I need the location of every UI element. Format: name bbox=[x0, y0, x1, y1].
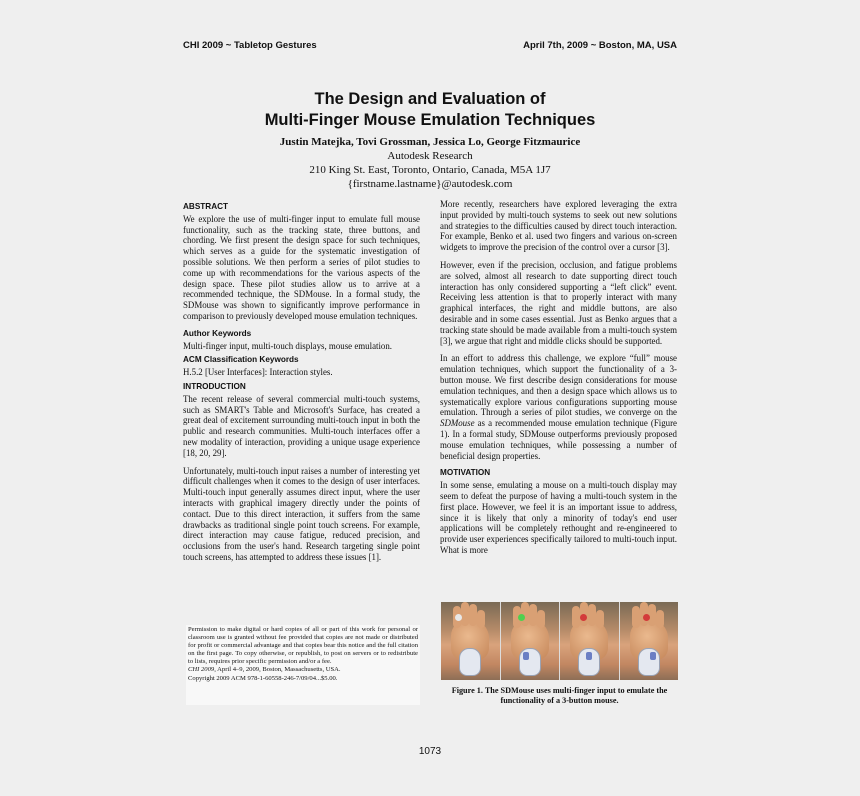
hand-finger bbox=[656, 610, 664, 628]
left-column bbox=[183, 199, 420, 570]
right-paragraph-1: More recently, researchers have explored leveraging the extra input provided by multi-touch systems to seek out new solutions and strategies to the difficulties caused by direct touch interaction. For example, Benko et al. used two fingers and various on-screen widgets to improve the precision of the control over a cursor [3]. bbox=[440, 199, 677, 253]
figure-panel-3 bbox=[560, 602, 619, 680]
mouse-icon bbox=[638, 648, 660, 676]
running-header-right: April 7th, 2009 ~ Boston, MA, USA bbox=[523, 40, 677, 51]
authors: Justin Matejka, Tovi Grossman, Jessica Lo, George Fitzmaurice bbox=[279, 136, 581, 148]
touch-point-indicator bbox=[455, 614, 462, 621]
touch-point-indicator bbox=[580, 614, 587, 621]
figure-1-image bbox=[441, 602, 678, 680]
hand-finger bbox=[469, 604, 477, 626]
touch-point-indicator bbox=[643, 614, 650, 621]
conference-name: CHI 2009 bbox=[188, 666, 215, 674]
running-header-left: CHI 2009 ~ Tabletop Gestures bbox=[183, 40, 317, 51]
introduction-paragraph-2: Unfortunately, multi-touch input raises a number of interesting yet difficult challenges when it comes to the design of user interfaces. Multi-touch input generally assumes direct input, where the user interacts with graphical imagery directly under the points of contact. Due to this direct interaction, it suffers from the same drawbacks as traditional single point touch screens. For example, direct interaction may cause fatigue, reduced precision, and occlusions from the user's hand. Research targeting single point touch screens, has attempted to address these issues [1]. bbox=[183, 465, 420, 562]
figure-panel-2 bbox=[501, 602, 560, 680]
affiliation: Autodesk Research bbox=[387, 150, 473, 162]
acm-heading: ACM Classification Keywords bbox=[183, 355, 299, 365]
right-paragraph-3 bbox=[440, 353, 677, 461]
address: 210 King St. East, Toronto, Ontario, Canada, M5A 1J7 bbox=[309, 164, 551, 176]
abstract-heading: ABSTRACT bbox=[183, 202, 229, 211]
mouse-button-highlight bbox=[523, 652, 529, 660]
keywords-heading: Author Keywords bbox=[183, 328, 252, 338]
mouse-button-highlight bbox=[586, 652, 592, 660]
hand-finger bbox=[537, 610, 545, 628]
permission-notice bbox=[186, 625, 420, 705]
figure-panel-1 bbox=[441, 602, 500, 680]
hand-finger bbox=[588, 604, 596, 626]
conference-details: , April 4–9, 2009, Boston, Massachusetts, USA. bbox=[214, 666, 341, 674]
hand-finger bbox=[572, 606, 580, 628]
touch-point-indicator bbox=[518, 614, 525, 621]
email: {firstname.lastname}@autodesk.com bbox=[347, 178, 513, 190]
p3-before: In an effort to address this challenge, we explore “full” mouse emulation techniques, which support the functionality of a 3-button mouse. We first describe design considerations for mouse emulation techniques, and then a design space which allows us to systematically explore various configurations supporting mouse emulation. Through a series of pilot studies, we converge on the bbox=[440, 353, 677, 418]
permission-text: Permission to make digital or hard copies of all or part of this work for personal or classroom use is granted without fee provided that copies are not made or distributed for profit or commercial advantage and that copies bear this notice and the full citation on the first page. To copy otherwise, or republish, to post on servers or to redistribute to lists, requires prior specific permission and/or a fee. bbox=[188, 626, 418, 666]
hand-finger bbox=[477, 610, 485, 628]
figure-panel-4 bbox=[620, 602, 679, 680]
p3-after: as a recommended mouse emulation technique (Figure 1). In a formal study, SDMouse outperforms previously proposed mouse emulation techniques, while possessing a number of beneficial design properties. bbox=[440, 418, 677, 461]
mouse-icon bbox=[578, 648, 600, 676]
introduction-paragraph-1: The recent release of several commercial multi-touch systems, such as SMART's Table and Microsoft's Surface, has created a great deal of excitement surrounding multi-touch input in both the public and research communities. Multi-touch interfaces offer a new modality of interaction, providing a unique usage experience [18, 20, 29]. bbox=[183, 393, 420, 458]
motivation-heading: MOTIVATION bbox=[440, 468, 491, 478]
right-column bbox=[440, 199, 677, 563]
figure-1-caption: Figure 1. The SDMouse uses multi-finger input to emulate the functionality of a 3-button mouse. bbox=[451, 686, 668, 705]
mouse-icon bbox=[459, 648, 481, 676]
hand-finger bbox=[596, 610, 604, 628]
mouse-icon bbox=[519, 648, 541, 676]
abstract-text: We explore the use of multi-finger input to emulate full mouse functionality, such as the tracking state, three buttons, and chording. We first present the design space for such techniques, which serves as a guide for the systematic investigation of possible solutions. We then perform a series of pilot studies to come up with recommendations for the various aspects of the design space. These pilot studies allow us to arrive at a recommended technique, the SDMouse. In a formal study, the SDMouse was shown to significantly improve performance in comparison to previously developed mouse emulation techniques. bbox=[183, 213, 420, 321]
acm-text: H.5.2 [User Interfaces]: Interaction styles. bbox=[183, 367, 333, 378]
motivation-text: In some sense, emulating a mouse on a multi-touch display may seem to defeat the purpose of having a multi-touch system in the first place. However, we feel it is an important issue to address, since it is likely that only a minority of today's end user applications will be completely rethought and re-engineered to provide user experiences specifically tailored to multi-touch input. What is more bbox=[440, 480, 677, 555]
sdmouse-term: SDMouse bbox=[440, 418, 475, 429]
copyright-line: Copyright 2009 ACM 978-1-60558-246-7/09/04...$5.00. bbox=[188, 674, 338, 682]
hand-finger bbox=[461, 602, 469, 626]
hand-finger bbox=[529, 604, 537, 626]
conference-line bbox=[188, 666, 418, 674]
paper-title-line1: The Design and Evaluation of bbox=[314, 90, 546, 108]
mouse-button-highlight bbox=[650, 652, 656, 660]
introduction-heading: INTRODUCTION bbox=[183, 381, 246, 391]
hand-finger bbox=[632, 606, 640, 628]
keywords-text: Multi-finger input, multi-touch displays, mouse emulation. bbox=[183, 340, 393, 351]
paper-title-line2: Multi-Finger Mouse Emulation Techniques bbox=[264, 111, 596, 129]
right-paragraph-2: However, even if the precision, occlusion, and fatigue problems are solved, almost all research to date supporting direct touch interaction has only considered supporting a “left click” event. Receiving less attention is that to properly interact with many graphical interfaces, the right and middle buttons, are also desirable and in some cases essential. Just as Benko argues that a tracking state should be made available from a multi-touch system [3], we argue that right and middle clicks should be supported. bbox=[440, 259, 677, 346]
page-number: 1073 bbox=[418, 746, 442, 757]
